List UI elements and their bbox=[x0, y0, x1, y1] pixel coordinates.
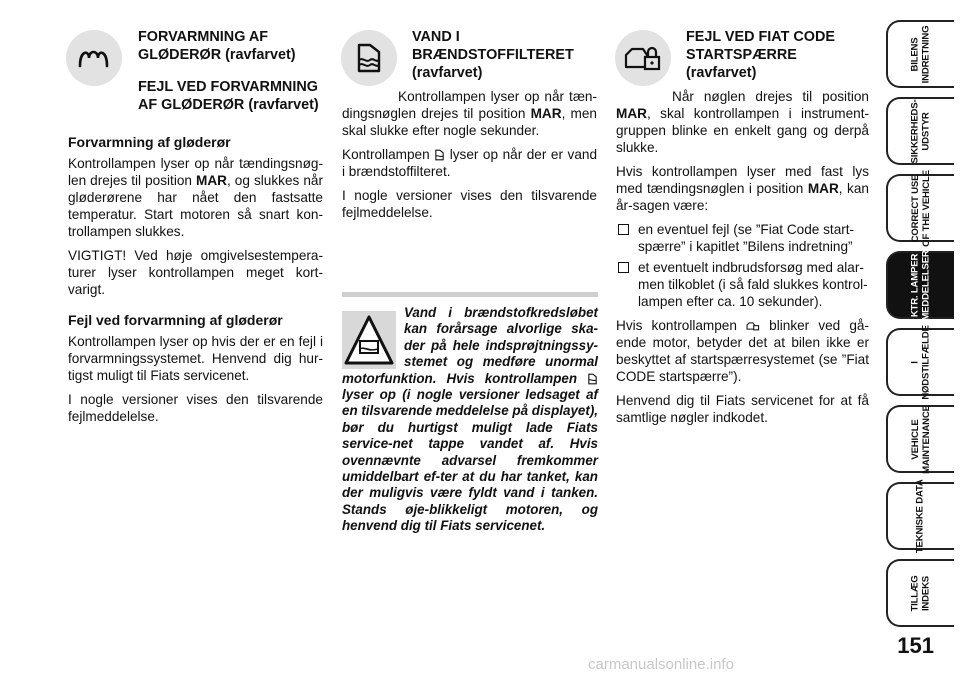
page-number: 151 bbox=[897, 633, 934, 658]
subheading-preheating: Forvarmning af gløderør bbox=[68, 134, 231, 150]
heading-immobilizer: FEJL VED FIAT CODE STARTSPÆRRE (ravfarvet) bbox=[686, 29, 835, 81]
paragraph-versions: I nogle versioner vises den tilsvarende fejlmeddelelse. bbox=[68, 392, 323, 424]
column-immobilizer bbox=[616, 28, 869, 433]
tab-bilens-indretning[interactable]: BILENS INDRETNING bbox=[886, 20, 954, 88]
paragraph-preheating-fault: Kontrollampen lyser op hvis der er en fejl i forvarmningssystemet. Henvend dig hur-tigst muligt til Fiats servicenet. bbox=[68, 334, 323, 383]
warning-note: Vand i brændstofkredsløbet kan forårsage alvorlige ska-der på hele indsprøjtningssy-stemet og medføre unormal motorfunktion. Hvis kontrollampen lyser op (i nogle versioner ledsaget af en tilsvarende meddelelse på displayet), bør du hurtigst muligt lade Fiats service-net tappe vandet af. Hvis ovennævnte advarsel fremkommer umiddelbart ef-ter at du har tanket, kan der muligvis være fyldt vand i tanken. Stands øje-blikkeligt motoren, og henvend dig til Fiats servicenet. bbox=[342, 292, 598, 535]
paragraph-preheating: Kontrollampen lyser op når tændingsnøg-len drejes til position MAR, og slukkes når gløderørene har nået den fastsatte temperatur. Start motoren så snart kon-trollampen slukkes. bbox=[68, 156, 323, 239]
column-water-in-fuel bbox=[342, 28, 597, 228]
tab-tekniske-data[interactable]: TEKNISKE DATA bbox=[886, 482, 954, 550]
paragraph-water-1: Kontrollampen lyser op når tæn-dingsnøglen drejes til position MAR, men skal slukke efter nogle sekunder. bbox=[342, 89, 597, 138]
heading-glow-plug: FORVARMNING AF GLØDERØR (ravfarvet) bbox=[138, 29, 296, 63]
paragraph-immobilizer-1: Når nøglen drejes til position MAR, skal kontrollampen i instrument-gruppen blinke en enkelt gang og derpå slukke. bbox=[616, 89, 869, 155]
paragraph-immobilizer-2: Hvis kontrollampen lyser med fast lys med tændingsnøglen i position MAR, kan år-sagen være: bbox=[616, 164, 869, 213]
watermark: carmanualsonline.info bbox=[588, 656, 734, 673]
paragraph-immobilizer-3: Hvis kontrollampen blinker ved gå-ende motor, betyder det at bilen ikke er beskyttet af startspærresystemet (se ”Fiat CODE startspærre”). bbox=[616, 318, 869, 384]
paragraph-water-3: I nogle versioner vises den tilsvarende fejlmeddelelse. bbox=[342, 188, 597, 220]
tab-vehicle-maintenance[interactable]: VEHICLE MAINTENANCE bbox=[886, 405, 954, 473]
tab-tillaeg-indeks[interactable]: TILLÆG INDEKS bbox=[886, 559, 954, 627]
list-item: et eventuelt indbrudsforsøg med alar-men tilkoblet (i så fald slukkes kontrol-lampen efter ca. 10 sekunder). bbox=[616, 259, 869, 310]
paragraph-water-2: Kontrollampen lyser op når der er vand i brændstoffilteret. bbox=[342, 147, 598, 179]
water-in-fuel-icon bbox=[587, 373, 598, 385]
warning-triangle-icon bbox=[342, 311, 396, 369]
heading-glow-plug-fault: FEJL VED FORVARMNING AF GLØDERØR (ravfarvet) bbox=[138, 79, 319, 113]
immobilizer-icon bbox=[746, 320, 760, 332]
tab-ktr-lamper[interactable]: KTR. LAMPER MEDDELELSER bbox=[886, 251, 954, 319]
subheading-preheating-fault: Fejl ved forvarmning af gløderør bbox=[68, 312, 283, 328]
list-item: en eventuel fejl (se ”Fiat Code start-spærre” i kapitlet ”Bilens indretning” bbox=[616, 221, 869, 255]
tab-nodstilfaelde[interactable]: I NØDSTILFÆLDE bbox=[886, 328, 954, 396]
causes-list bbox=[616, 221, 869, 310]
paragraph-important: VIGTIGT! Ved høje omgivelsestempera-turer lyser kontrollampen meget kort-varigt. bbox=[68, 248, 323, 297]
column-glow-plug bbox=[68, 28, 323, 432]
heading-water-in-fuel: VAND I BRÆNDSTOFFILTERET (ravfarvet) bbox=[412, 29, 574, 81]
water-in-fuel-icon bbox=[434, 149, 445, 161]
tab-correct-use[interactable]: CORRECT USE OF THE VEHICLE bbox=[886, 174, 954, 242]
tab-sikkerhedsudstyr[interactable]: SIKKERHEDS- UDSTYR bbox=[886, 97, 954, 165]
paragraph-immobilizer-4: Henvend dig til Fiats servicenet for at få samtlige nøgler indkodet. bbox=[616, 393, 869, 425]
